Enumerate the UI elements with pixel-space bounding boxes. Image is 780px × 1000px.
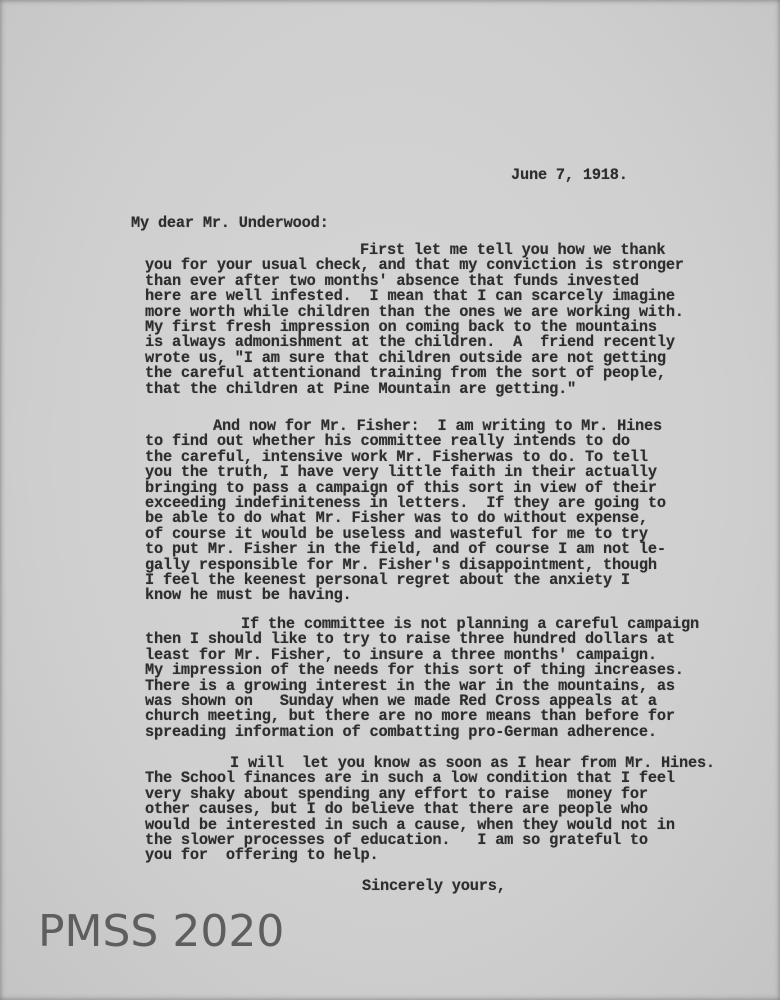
text-line: the careful attentionand training from the sort of people,: [145, 364, 666, 383]
text-line: you for offering to help.: [145, 846, 379, 865]
text-line: would be interested in such a cause, when they would not in: [145, 815, 675, 834]
text-line: than ever after two months' absence that funds invested: [145, 271, 639, 290]
text-line: other causes, but I do believe that there are people who: [145, 800, 648, 819]
text-line: The School finances are in such a low condition that I feel: [145, 769, 675, 788]
text-line: First let me tell you how we thank: [360, 241, 666, 259]
text-line: least for Mr. Fisher, to insure a three months' campaign.: [145, 645, 657, 664]
text-line: I will let you know as soon as I hear from Mr. Hines.: [230, 754, 715, 772]
paragraph-1: [145, 243, 684, 397]
text-line: gally responsible for Mr. Fisher's disappointment, though: [145, 555, 657, 574]
closing: Sincerely yours,: [362, 877, 506, 895]
paragraph-3: [145, 617, 699, 740]
text-line: to put Mr. Fisher in the field, and of course I am not le-: [145, 540, 666, 559]
text-line: here are well infested. I mean that I can scarcely imagine: [145, 287, 675, 306]
text-line: And now for Mr. Fisher: I am writing to Mr. Hines: [213, 417, 662, 435]
text-line: spreading information of combatting pro-German adherence.: [145, 722, 657, 741]
text-line: church meeting, but there are no more means than before for: [145, 707, 675, 726]
text-line: exceeding indefiniteness in letters. If they are going to: [145, 494, 666, 513]
salutation: My dear Mr. Underwood:: [131, 214, 329, 232]
paragraph-4: [145, 756, 715, 864]
text-line: very shaky about spending any effort to raise money for: [145, 784, 648, 803]
text-line: the careful, intensive work Mr. Fisherwas to do. To tell: [145, 447, 648, 466]
text-line: you for your usual check, and that my conviction is stronger: [145, 256, 684, 275]
text-line: My first fresh impression on coming back to the mountains: [145, 318, 657, 337]
text-line: then I should like to try to raise three hundred dollars at: [145, 630, 675, 649]
text-line: is always admonishment at the children. A friend recently: [145, 333, 675, 352]
text-line: be able to do what Mr. Fisher was to do without expense,: [145, 509, 648, 528]
watermark: PMSS 2020: [38, 906, 285, 957]
text-line: know he must be having.: [145, 586, 352, 605]
text-line: more worth while children than the ones we are working with.: [145, 302, 684, 321]
text-line: that the children at Pine Mountain are getting.": [145, 379, 577, 398]
text-line: to find out whether his committee really intends to do: [145, 432, 630, 451]
text-line: My impression of the needs for this sort of thing increases.: [145, 661, 684, 680]
text-line: of course it would be useless and wasteful for me to try: [145, 524, 648, 543]
text-line: There is a growing interest in the war in the mountains, as: [145, 676, 675, 695]
text-line: If the committee is not planning a careful campaign: [241, 615, 699, 633]
text-line: wrote us, "I am sure that children outside are not getting: [145, 348, 666, 367]
text-line: bringing to pass a campaign of this sort in view of their: [145, 478, 657, 497]
text-line: the slower processes of education. I am so grateful to: [145, 831, 648, 850]
text-line: I feel the keenest personal regret about the anxiety I: [145, 571, 630, 590]
paragraph-2: [145, 419, 666, 604]
text-line: you the truth, I have very little faith in their actually: [145, 463, 657, 482]
letter-date: June 7, 1918.: [511, 166, 628, 184]
text-line: was shown on Sunday when we made Red Cross appeals at a: [145, 692, 657, 711]
